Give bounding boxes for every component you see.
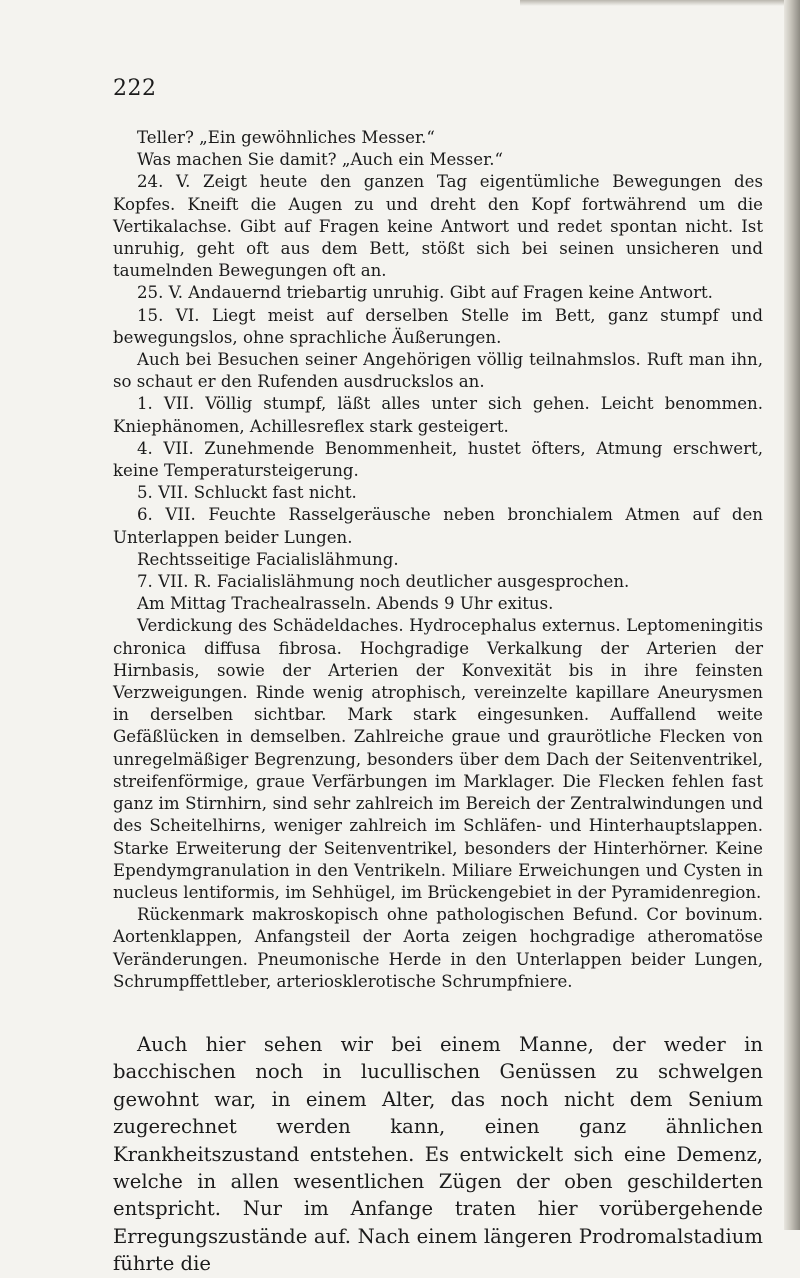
case-note-line: 24. V. Zeigt heute den ganzen Tag eigentümliche Bewegungen des Kopfes. Kneift die Augen zu und dreht den Kopf fortwährend um die Vertikalachse. Gibt auf Fragen keine Antwort und redet spontan nicht. Ist unruhig, geht oft aus dem Bett, stößt sich bei seinen unsicheren und taumelnden Bewegungen oft an. bbox=[113, 172, 763, 281]
autopsy-findings: Verdickung des Schädeldaches. Hydrocephalus externus. Leptomeningitis chronica diffusa fibrosa. Hochgradige Verkalkung der Arterien der Hirnbasis, sowie der Arterien der Konvexität bis in ihre feinsten Verzweigungen. Rinde wenig atrophisch, vereinzelte kapillare Aneurysmen in derselben sichtbar. Mark stark eingesunken. Auffallend weite Gefäßlücken in demselben. Zahlreiche graue und graurötliche Flecken von unregelmäßiger Begrenzung, besonders über dem Dach der Seitenventrikel, streifenförmige, graue Verfärbungen im Marklager. Die Flecken fehlen fast ganz im Stirnhirn, sind sehr zahlreich im Bereich der Zentralwindungen und des Scheitelhirns, weniger zahlreich im Schläfen- und Hinterhauptslappen. Starke Erweiterung der Seitenventrikel, besonders der Hinterhörner. Keine Ependymgranulation in den Ventrikeln. Miliare Erweichungen und Cysten in nucleus lentiformis, im Sehhügel, im Brückengebiet in der Pyramidenregion. bbox=[113, 616, 763, 902]
case-note-line: 15. VI. Liegt meist auf derselben Stelle im Bett, ganz stumpf und bewegungslos, ohne sprachliche Äußerungen. bbox=[113, 305, 763, 347]
autopsy-findings: Rückenmark makroskopisch ohne pathologischen Befund. Cor bovinum. Aortenklappen, Anfangsteil der Aorta zeigen hochgradige atheromatöse Veränderungen. Pneumonische Herde in den Unterlappen beider Lungen, Schrumpffettleber, arteriosklerotische Schrumpfniere. bbox=[113, 905, 763, 991]
case-note-line: 5. VII. Schluckt fast nicht. bbox=[137, 483, 357, 503]
case-note-line: Auch bei Besuchen seiner Angehörigen völlig teilnahmslos. Ruft man ihn, so schaut er den Rufenden ausdruckslos an. bbox=[113, 350, 763, 392]
discussion-text bbox=[113, 1031, 763, 1278]
case-note-line: 1. VII. Völlig stumpf, läßt alles unter sich gehen. Leicht benommen. Kniephänomen, Achillesreflex stark gesteigert. bbox=[113, 394, 763, 436]
page-top-shadow bbox=[520, 0, 800, 6]
case-note-line: 6. VII. Feuchte Rasselgeräusche neben bronchialem Atmen auf den Unterlappen beider Lungen. bbox=[113, 505, 763, 547]
discussion-paragraph: Auch hier sehen wir bei einem Manne, der weder in bacchischen noch in lucullischen Genüssen zu schwelgen gewohnt war, in einem Alter, das noch nicht dem Senium zugerechnet werden kann, einen ganz ähnlichen Krankheitszustand entstehen. Es entwickelt sich eine Demenz, welche in allen wesentlichen Zügen der oben geschilderten entspricht. Nur im Anfange traten hier vorübergehende Erregungszustände auf. Nach einem längeren Prodromalstadium führte die bbox=[113, 1033, 763, 1276]
page-number: 222 bbox=[113, 76, 157, 101]
case-note-line: 25. V. Andauernd triebartig unruhig. Gibt auf Fragen keine Antwort. bbox=[137, 283, 713, 303]
case-note-line: Was machen Sie damit? „Auch ein Messer.“ bbox=[137, 150, 503, 170]
case-note-line: Teller? „Ein gewöhnliches Messer.“ bbox=[137, 128, 435, 147]
case-note-line: 4. VII. Zunehmende Benommenheit, hustet öfters, Atmung erschwert, keine Temperatursteigerung. bbox=[113, 438, 763, 481]
case-note-line: Am Mittag Trachealrasseln. Abends 9 Uhr exitus. bbox=[137, 594, 554, 614]
case-note-line: 7. VII. R. Facialislähmung noch deutlicher ausgesprochen. bbox=[137, 572, 630, 592]
case-note-line: Rechtsseitige Facialislähmung. bbox=[137, 549, 399, 569]
page-right-edge bbox=[784, 0, 800, 1230]
case-notes bbox=[113, 127, 763, 993]
